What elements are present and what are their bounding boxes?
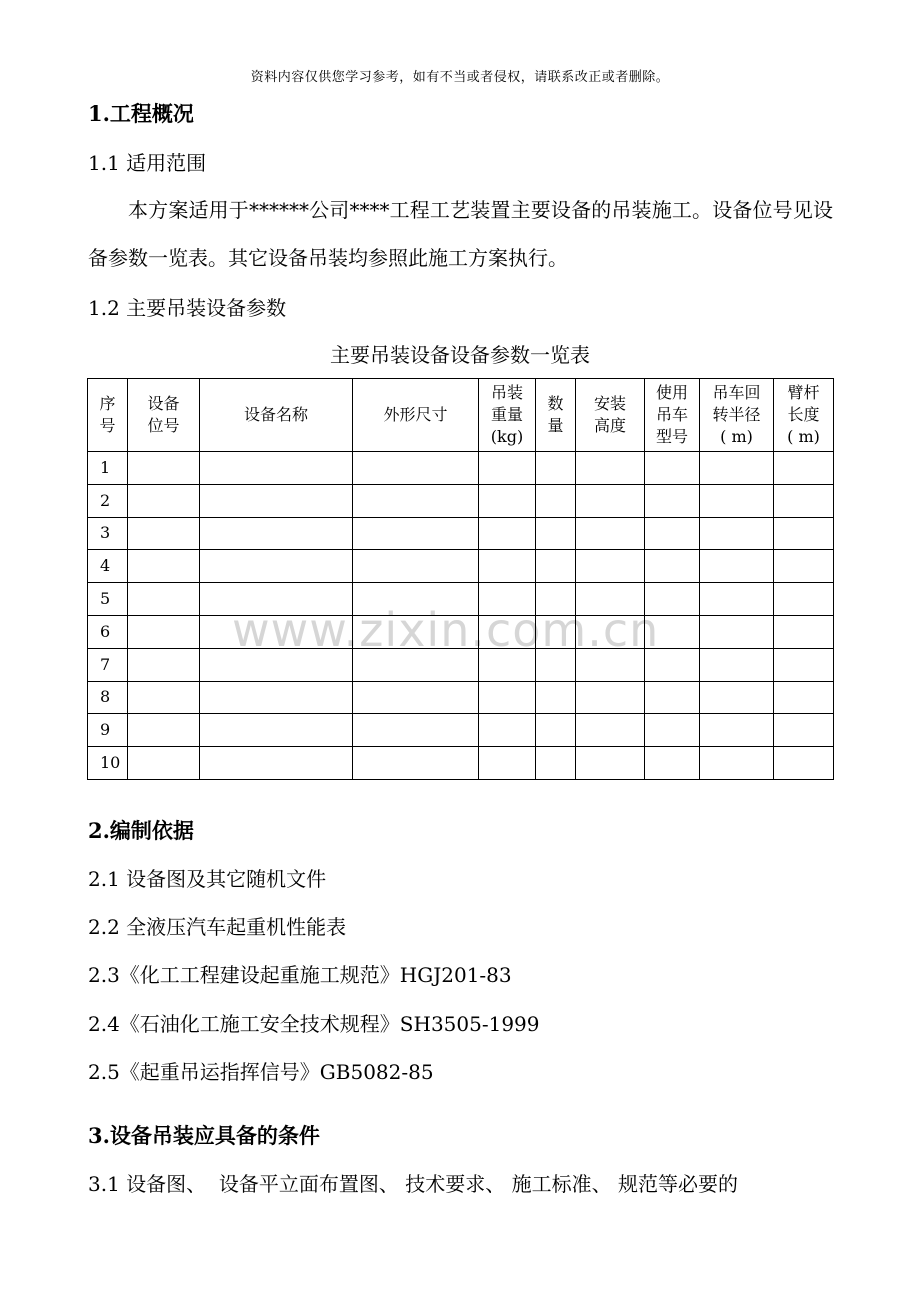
table-cell: [128, 550, 200, 583]
column-header-line: 转半径: [712, 405, 761, 424]
section-1-1-title: 1.1 适用范围: [88, 151, 207, 175]
table-cell: [128, 517, 200, 550]
table-cell: [774, 681, 834, 714]
row-number: 5: [88, 583, 128, 616]
table-cell: [774, 714, 834, 747]
table-cell: [774, 615, 834, 648]
table-cell: [700, 517, 774, 550]
column-header: [536, 379, 576, 452]
reference-item: 2.1 设备图及其它随机文件: [88, 867, 327, 891]
column-header: [128, 379, 200, 452]
table-cell: [774, 517, 834, 550]
table-row: [88, 747, 834, 780]
section-2-heading: 2.编制依据: [88, 818, 194, 843]
row-number: 6: [88, 615, 128, 648]
table-cell: [700, 714, 774, 747]
table-cell: [576, 550, 645, 583]
table-cell: [576, 648, 645, 681]
table-cell: [536, 714, 576, 747]
table-row: [88, 517, 834, 550]
table-cell: [479, 583, 536, 616]
table-cell: [576, 747, 645, 780]
table-cell: [128, 452, 200, 485]
table-cell: [128, 484, 200, 517]
table-header-row: [88, 379, 834, 452]
table-cell: [200, 550, 353, 583]
table-cell: [700, 648, 774, 681]
column-header-line: 重量: [490, 405, 523, 424]
table-cell: [353, 583, 479, 616]
table-cell: [479, 648, 536, 681]
table-cell: [128, 615, 200, 648]
column-header-line: 外形尺寸: [383, 405, 448, 424]
reference-item: 2.2 全液压汽车起重机性能表: [88, 915, 347, 939]
section-1-2-title: 1.2 主要吊装设备参数: [88, 296, 287, 320]
row-number: 3: [88, 517, 128, 550]
table-cell: [536, 484, 576, 517]
table-cell: [353, 517, 479, 550]
table-cell: [536, 517, 576, 550]
watermark: www.zixin.com.cn: [232, 603, 660, 657]
row-number: 4: [88, 550, 128, 583]
column-header-line: 臂杆: [787, 383, 820, 402]
table-cell: [576, 517, 645, 550]
table-cell: [774, 747, 834, 780]
table-cell: [645, 615, 700, 648]
table-cell: [576, 583, 645, 616]
row-number: 10: [88, 747, 128, 780]
table-row: [88, 681, 834, 714]
table-cell: [576, 452, 645, 485]
table-cell: [353, 550, 479, 583]
table-cell: [200, 517, 353, 550]
column-header: [88, 379, 128, 452]
table-cell: [353, 681, 479, 714]
table-cell: [128, 583, 200, 616]
section-3-heading: 3.设备吊装应具备的条件: [88, 1123, 320, 1148]
section-3-1-text: 3.1 设备图、 设备平立面布置图、 技术要求、 施工标准、 规范等必要的: [88, 1172, 738, 1196]
table-cell: [700, 583, 774, 616]
table-row: [88, 648, 834, 681]
table-row: [88, 583, 834, 616]
column-header: [645, 379, 700, 452]
reference-item: 2.4《石油化工施工安全技术规程》SH3505-1999: [88, 1012, 540, 1036]
table-cell: [645, 517, 700, 550]
table-cell: [645, 550, 700, 583]
column-header-line: ( m): [787, 427, 820, 446]
column-header-line: 吊装: [490, 383, 523, 402]
section-1-1-paragraph: 本方案适用于******公司****工程工艺装置主要设备的吊装施工。设备位号见设备参数一览表。其它设备吊装均参照此施工方案执行。: [88, 198, 833, 270]
table-cell: [200, 583, 353, 616]
table-row: [88, 714, 834, 747]
table-cell: [200, 452, 353, 485]
table-cell: [479, 452, 536, 485]
table-cell: [700, 550, 774, 583]
table-cell: [200, 484, 353, 517]
table-cell: [200, 615, 353, 648]
table-cell: [353, 714, 479, 747]
table-cell: [576, 615, 645, 648]
table-cell: [128, 681, 200, 714]
column-header-line: 高度: [593, 416, 626, 435]
column-header: [700, 379, 774, 452]
column-header-line: 量: [547, 416, 564, 435]
table-row: [88, 452, 834, 485]
table-cell: [774, 583, 834, 616]
table-cell: [645, 747, 700, 780]
column-header-line: 吊车: [655, 405, 688, 424]
column-header-line: ( m): [720, 427, 753, 446]
table-cell: [479, 681, 536, 714]
row-number: 8: [88, 681, 128, 714]
section-1-heading: 1.工程概况: [88, 101, 194, 126]
column-header-line: 型号: [655, 427, 688, 446]
table-cell: [479, 484, 536, 517]
table-cell: [479, 747, 536, 780]
column-header-line: 长度: [787, 405, 820, 424]
reference-item: 2.3《化工工程建设起重施工规范》HGJ201-83: [88, 963, 512, 987]
column-header-line: (kg): [490, 427, 524, 446]
column-header-line: 设备: [147, 394, 180, 413]
column-header-line: 位号: [147, 416, 180, 435]
table-cell: [200, 681, 353, 714]
column-header-line: 安装: [593, 394, 626, 413]
disclaimer-header: 资料内容仅供您学习参考，如有不当或者侵权，请联系改正或者删除。: [250, 70, 670, 85]
table-caption: 主要吊装设备设备参数一览表: [330, 343, 590, 367]
table-cell: [645, 648, 700, 681]
table-cell: [536, 452, 576, 485]
table-cell: [576, 714, 645, 747]
table-cell: [128, 714, 200, 747]
table-row: [88, 550, 834, 583]
table-cell: [645, 452, 700, 485]
table-cell: [700, 452, 774, 485]
column-header: [576, 379, 645, 452]
column-header: [479, 379, 536, 452]
table-body: [88, 452, 834, 780]
column-header-line: 设备名称: [243, 405, 308, 424]
table-cell: [128, 747, 200, 780]
table-cell: [774, 648, 834, 681]
table-cell: [645, 484, 700, 517]
table-cell: [645, 583, 700, 616]
column-header-line: 数: [547, 394, 564, 413]
table-cell: [536, 681, 576, 714]
reference-item: 2.5《起重吊运指挥信号》GB5082-85: [88, 1060, 434, 1084]
table-cell: [200, 747, 353, 780]
equipment-parameter-table: [87, 378, 834, 780]
table-cell: [774, 452, 834, 485]
table-cell: [700, 484, 774, 517]
table-cell: [576, 681, 645, 714]
row-number: 7: [88, 648, 128, 681]
table-cell: [700, 615, 774, 648]
column-header-line: 使用: [655, 383, 688, 402]
table-cell: [479, 615, 536, 648]
table-cell: [774, 550, 834, 583]
table-cell: [200, 648, 353, 681]
table-row: [88, 615, 834, 648]
table-cell: [536, 550, 576, 583]
table-cell: [353, 452, 479, 485]
column-header: [774, 379, 834, 452]
row-number: 2: [88, 484, 128, 517]
table-cell: [353, 648, 479, 681]
table-cell: [479, 550, 536, 583]
table-cell: [700, 747, 774, 780]
column-header-line: 序: [99, 394, 116, 413]
table-cell: [774, 484, 834, 517]
column-header-line: 号: [99, 416, 116, 435]
table-cell: [576, 484, 645, 517]
table-cell: [479, 714, 536, 747]
column-header: [200, 379, 353, 452]
table-cell: [645, 714, 700, 747]
table-cell: [200, 714, 353, 747]
table-cell: [353, 615, 479, 648]
table-cell: [536, 615, 576, 648]
table-cell: [536, 747, 576, 780]
table-cell: [700, 681, 774, 714]
table-cell: [128, 648, 200, 681]
row-number: 9: [88, 714, 128, 747]
table-cell: [353, 747, 479, 780]
table-cell: [645, 681, 700, 714]
table-cell: [536, 583, 576, 616]
column-header-line: 吊车回: [712, 383, 761, 402]
table-cell: [353, 484, 479, 517]
table-cell: [479, 517, 536, 550]
table-cell: [536, 648, 576, 681]
column-header: [353, 379, 479, 452]
row-number: 1: [88, 452, 128, 485]
table-row: [88, 484, 834, 517]
